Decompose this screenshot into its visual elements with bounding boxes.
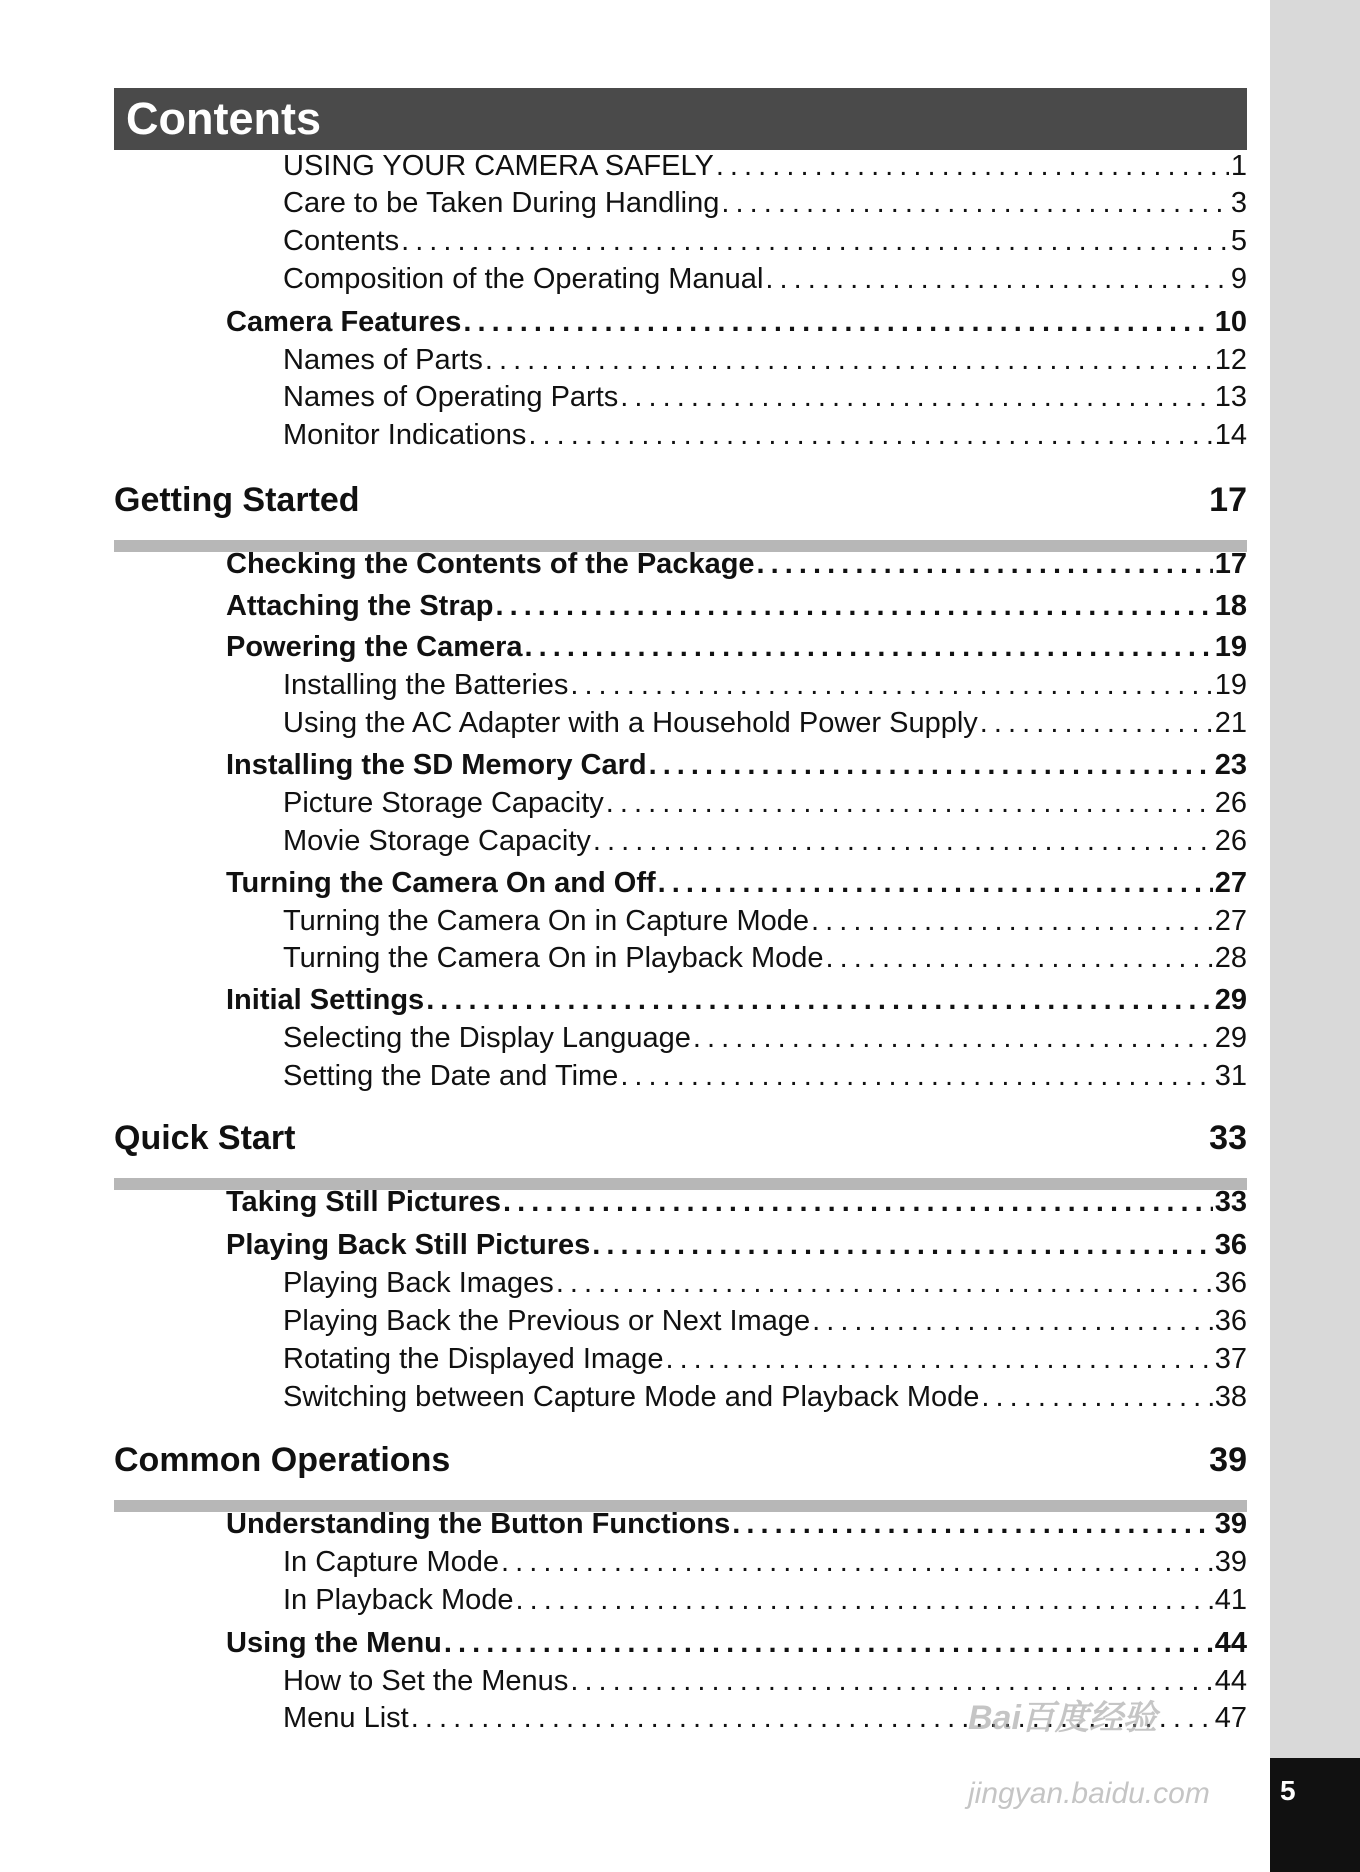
chapter-heading [114, 1118, 1247, 1158]
toc-subsection[interactable] [283, 1544, 1247, 1580]
dot-leader [620, 379, 1212, 415]
dot-leader [485, 342, 1213, 378]
toc-entry-page: 26 [1214, 787, 1247, 819]
toc-entry-label: Monitor Indications [283, 419, 527, 451]
dot-leader [721, 185, 1229, 221]
toc-entry-page: 33 [1214, 1186, 1247, 1218]
dot-leader [426, 982, 1213, 1018]
toc-subsection[interactable] [283, 1663, 1247, 1699]
toc-entry-page: 29 [1214, 1022, 1247, 1054]
dot-leader [757, 546, 1213, 582]
toc-section[interactable] [226, 1506, 1247, 1542]
toc-entry-label: Care to be Taken During Handling [283, 187, 720, 219]
toc-entry-label: Camera Features [226, 306, 462, 338]
toc-entry-label: How to Set the Menus [283, 1665, 569, 1697]
dot-leader [556, 1265, 1213, 1301]
toc-subsection[interactable] [283, 379, 1247, 415]
toc-entry-page: 39 [1214, 1546, 1247, 1578]
dot-leader [463, 304, 1212, 340]
toc-entry-page: 37 [1214, 1343, 1247, 1375]
toc-entry-label: Menu List [283, 1702, 409, 1734]
dot-leader [444, 1625, 1213, 1661]
toc-entry-label: Turning the Camera On in Capture Mode [283, 905, 810, 937]
toc-subsection[interactable] [283, 1582, 1247, 1618]
toc-entry-page: 28 [1214, 942, 1247, 974]
dot-leader [981, 1379, 1212, 1415]
toc-entry-label: Names of Parts [283, 344, 483, 376]
dot-leader [811, 903, 1213, 939]
dot-leader [501, 1544, 1213, 1580]
watermark-url: jingyan.baidu.com [968, 1777, 1210, 1810]
toc-section[interactable] [226, 865, 1247, 901]
chapter-page: 33 [1209, 1119, 1247, 1157]
dot-leader [826, 940, 1213, 976]
page-title: Contents [114, 88, 1247, 150]
toc-entry-page: 18 [1214, 590, 1247, 622]
toc-entry-page: 26 [1214, 825, 1247, 857]
toc-entry-page: 14 [1214, 419, 1247, 451]
toc-entry-label: Setting the Date and Time [283, 1060, 619, 1092]
toc-section[interactable] [226, 629, 1247, 665]
toc-entry-label: Selecting the Display Language [283, 1022, 691, 1054]
toc-entry-page: 5 [1230, 225, 1247, 257]
toc-section[interactable] [226, 1227, 1247, 1263]
page-number: 5 [1280, 1775, 1296, 1806]
dot-leader [693, 1020, 1213, 1056]
toc-subsection[interactable] [283, 1058, 1247, 1094]
toc-entry-page: 41 [1214, 1584, 1247, 1616]
dot-leader [516, 1582, 1213, 1618]
chapter-title: Getting Started [114, 481, 360, 519]
watermark-logo: Bai百度经验 [968, 1699, 1157, 1737]
toc-subsection[interactable] [283, 823, 1247, 859]
toc-entry-page: 19 [1214, 669, 1247, 701]
toc-subsection[interactable] [283, 223, 1247, 259]
dot-leader [658, 865, 1213, 901]
toc-section[interactable] [226, 982, 1247, 1018]
toc-entry-page: 44 [1214, 1665, 1247, 1697]
toc-subsection[interactable] [283, 1020, 1247, 1056]
toc-entry-label: Initial Settings [226, 984, 425, 1016]
toc-subsection[interactable] [283, 417, 1247, 453]
toc-entry-label: Playing Back the Previous or Next Image [283, 1305, 811, 1337]
toc-entry-page: 47 [1214, 1702, 1247, 1734]
dot-leader [812, 1303, 1213, 1339]
dot-leader [401, 223, 1229, 259]
toc-subsection[interactable] [283, 1303, 1247, 1339]
toc-entry-page: 1 [1230, 150, 1247, 182]
toc-subsection[interactable] [283, 785, 1247, 821]
toc-subsection[interactable] [283, 185, 1247, 221]
chapter-title: Common Operations [114, 1441, 451, 1479]
chapter-heading [114, 1440, 1247, 1480]
toc-entry-label: In Capture Mode [283, 1546, 500, 1578]
toc-section[interactable] [226, 304, 1247, 340]
toc-entry-page: 38 [1214, 1381, 1247, 1413]
toc-entry-page: 21 [1214, 707, 1247, 739]
toc-entry-page: 19 [1214, 631, 1247, 663]
toc-entry-page: 36 [1214, 1305, 1247, 1337]
toc-subsection[interactable] [283, 148, 1247, 184]
dot-leader [620, 1058, 1212, 1094]
toc-section[interactable] [226, 588, 1247, 624]
toc-entry-label: USING YOUR CAMERA SAFELY [283, 150, 714, 182]
toc-subsection[interactable] [283, 1341, 1247, 1377]
dot-leader [528, 417, 1212, 453]
toc-entry-label: Attaching the Strap [226, 590, 494, 622]
dot-leader [495, 588, 1212, 624]
dot-leader [765, 261, 1228, 297]
toc-section[interactable] [226, 546, 1247, 582]
dot-leader [665, 1341, 1212, 1377]
toc-entry-label: Turning the Camera On in Playback Mode [283, 942, 824, 974]
toc-entry-label: Rotating the Displayed Image [283, 1343, 664, 1375]
toc-section[interactable] [226, 1625, 1247, 1661]
dot-leader [606, 785, 1213, 821]
dot-leader [716, 148, 1229, 184]
toc-entry-label: Powering the Camera [226, 631, 523, 663]
toc-entry-label: Picture Storage Capacity [283, 787, 604, 819]
chapter-page: 39 [1209, 1441, 1247, 1479]
toc-entry-page: 39 [1214, 1508, 1247, 1540]
toc-entry-page: 29 [1214, 984, 1247, 1016]
toc-entry-page: 36 [1214, 1229, 1247, 1261]
toc-entry-label: Using the AC Adapter with a Household Power Supply [283, 707, 978, 739]
toc-entry-page: 23 [1214, 749, 1247, 781]
toc-subsection[interactable] [283, 667, 1247, 703]
chapter-heading [114, 480, 1247, 520]
dot-leader [980, 705, 1213, 741]
dot-leader [570, 667, 1212, 703]
toc-subsection[interactable] [283, 1379, 1247, 1415]
toc-entry-page: 9 [1230, 263, 1247, 295]
chapter-page: 17 [1209, 481, 1247, 519]
toc-subsection[interactable] [283, 903, 1247, 939]
dot-leader [570, 1663, 1212, 1699]
toc-entry-label: Turning the Camera On and Off [226, 867, 656, 899]
toc-entry-page: 3 [1230, 187, 1247, 219]
dot-leader [503, 1184, 1213, 1220]
toc-entry-label: Installing the Batteries [283, 669, 569, 701]
toc-entry-page: 12 [1214, 344, 1247, 376]
dot-leader [593, 823, 1213, 859]
toc-subsection[interactable] [283, 1265, 1247, 1301]
toc-entry-label: Playing Back Still Pictures [226, 1229, 591, 1261]
toc-entry-label: Understanding the Button Functions [226, 1508, 731, 1540]
toc-entry-page: 27 [1214, 905, 1247, 937]
toc-entry-page: 10 [1214, 306, 1247, 338]
toc-entry-label: Movie Storage Capacity [283, 825, 591, 857]
toc-subsection[interactable] [283, 705, 1247, 741]
toc-entry-page: 36 [1214, 1267, 1247, 1299]
toc-entry-label: Contents [283, 225, 400, 257]
toc-subsection[interactable] [283, 342, 1247, 378]
toc-entry-label: Switching between Capture Mode and Playback Mode [283, 1381, 980, 1413]
chapter-title: Quick Start [114, 1119, 296, 1157]
toc-entry-label: Playing Back Images [283, 1267, 554, 1299]
toc-section[interactable] [226, 747, 1247, 783]
dot-leader [525, 629, 1213, 665]
toc-entry-page: 31 [1214, 1060, 1247, 1092]
toc-entry-label: Names of Operating Parts [283, 381, 619, 413]
toc-entry-page: 17 [1214, 548, 1247, 580]
toc-entry-label: Composition of the Operating Manual [283, 263, 764, 295]
toc-entry-label: In Playback Mode [283, 1584, 514, 1616]
toc-entry-label: Using the Menu [226, 1627, 442, 1659]
toc-entry-page: 13 [1214, 381, 1247, 413]
dot-leader [649, 747, 1213, 783]
dot-leader [732, 1506, 1213, 1542]
dot-leader [592, 1227, 1212, 1263]
toc-entry-page: 44 [1214, 1627, 1247, 1659]
toc-section[interactable] [226, 1184, 1247, 1220]
toc-subsection[interactable] [283, 261, 1247, 297]
toc-subsection[interactable] [283, 940, 1247, 976]
toc-entry-page: 27 [1214, 867, 1247, 899]
toc-entry-label: Installing the SD Memory Card [226, 749, 647, 781]
toc-entry-label: Taking Still Pictures [226, 1186, 502, 1218]
toc-entry-label: Checking the Contents of the Package [226, 548, 755, 580]
